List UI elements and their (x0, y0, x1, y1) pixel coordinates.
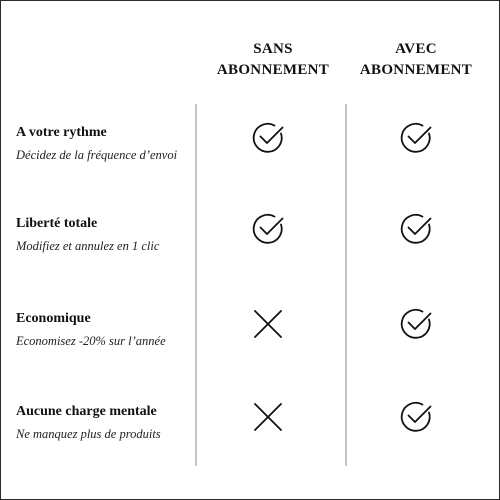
feature-subtitle: Ne manquez plus de produits (16, 427, 161, 441)
cross-icon (250, 399, 286, 435)
feature-subtitle: Décidez de la fréquence d’envoi (16, 148, 178, 162)
feature-row (1, 403, 500, 463)
feature-title: Aucune charge mentale (16, 404, 157, 419)
avec-mark (398, 399, 434, 435)
column-header-sans-abonnement (203, 39, 343, 81)
check-icon (398, 399, 434, 435)
avec-mark (398, 211, 434, 247)
feature-row (1, 215, 500, 275)
check-icon (398, 211, 434, 247)
feature-title: Economique (16, 311, 91, 326)
sans-mark (250, 399, 286, 435)
feature-title: A votre rythme (16, 125, 107, 140)
check-icon (398, 120, 434, 156)
feature-row (1, 124, 500, 184)
feature-title: Liberté totale (16, 216, 98, 231)
column-header-line: ABONNEMENT (359, 62, 473, 78)
sans-mark (250, 120, 286, 156)
feature-subtitle: Modifiez et annulez en 1 clic (16, 239, 160, 253)
column-header-line: ABONNEMENT (216, 62, 330, 78)
avec-mark (398, 120, 434, 156)
check-icon (250, 120, 286, 156)
column-header-line: SANS (253, 41, 293, 57)
sans-mark (250, 211, 286, 247)
cross-icon (250, 306, 286, 342)
avec-mark (398, 306, 434, 342)
check-icon (398, 306, 434, 342)
feature-row (1, 310, 500, 370)
check-icon (250, 211, 286, 247)
column-header-line: AVEC (395, 41, 437, 57)
column-header-avec-abonnement (346, 39, 486, 81)
feature-subtitle: Economisez -20% sur l’année (16, 334, 166, 348)
sans-mark (250, 306, 286, 342)
